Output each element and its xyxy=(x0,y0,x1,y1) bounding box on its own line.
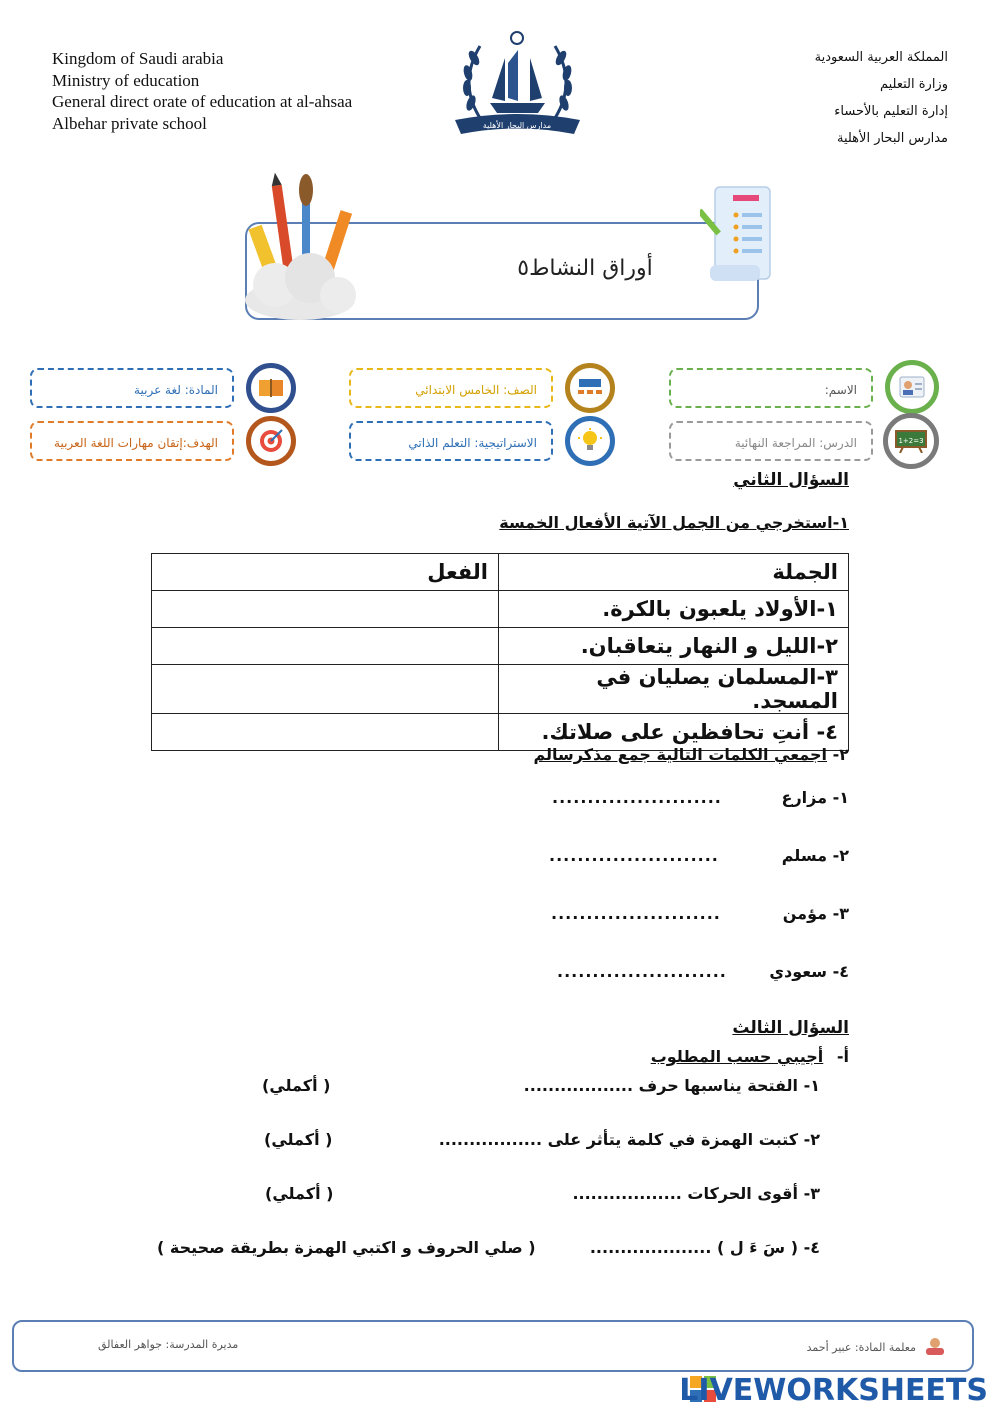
table-header-verb: الفعل xyxy=(152,554,499,591)
arabic-header-line: مدارس البحار الأهلية xyxy=(836,131,948,146)
q3-item-hint: ( أكملي) xyxy=(265,1184,334,1203)
classroom-icon xyxy=(565,363,615,413)
q3-item xyxy=(590,1238,820,1257)
q3-item-number: ٢- xyxy=(803,1130,820,1149)
verbs-table xyxy=(151,553,849,751)
stationery-cloud-icon xyxy=(240,170,360,320)
english-header-line: Ministry of education xyxy=(52,70,200,90)
q3-item-text[interactable]: الفتحة يناسبها حرف .................. xyxy=(523,1076,799,1095)
grade-field: الصف: الخامس الابتدائي xyxy=(349,368,553,408)
page-title: أوراق النشاط٥ xyxy=(517,256,653,281)
teacher-icon xyxy=(922,1337,948,1358)
q3-item-hint: ( أكملي) xyxy=(264,1130,333,1149)
verb-answer-cell[interactable] xyxy=(152,714,499,751)
student-icon xyxy=(885,360,939,414)
arabic-header-line: المملكة العربية السعودية xyxy=(814,50,948,65)
teacher-signature xyxy=(807,1337,948,1358)
q2-part2-number: ٢- xyxy=(832,745,849,764)
lightbulb-icon xyxy=(565,416,615,466)
q2-title: السؤال الثاني xyxy=(733,470,849,490)
q3-sub xyxy=(651,1047,849,1066)
answer-blank[interactable]: ........................ xyxy=(552,788,722,807)
q2-part1: ١-استخرجي من الجمل الآتية الأفعال الخمسة xyxy=(499,513,849,532)
target-icon xyxy=(246,416,296,466)
answer-blank[interactable]: ........................ xyxy=(551,904,721,923)
sentence-cell: ٤- أنتِ تحافظين على صلاتك. xyxy=(499,714,849,751)
verb-answer-cell[interactable] xyxy=(152,591,499,628)
lesson-field: الدرس: المراجعة النهائية xyxy=(669,421,873,461)
arabic-header-line: إدارة التعليم بالأحساء xyxy=(834,104,948,119)
q3-item-text[interactable]: كتبت الهمزة في كلمة يتأثر على ................. xyxy=(438,1130,799,1149)
verb-answer-cell[interactable] xyxy=(152,665,499,714)
teacher-name: معلمة المادة: عبير أحمد xyxy=(806,1341,916,1354)
english-header-line: Kingdom of Saudi arabia xyxy=(52,49,224,68)
checklist-icon xyxy=(700,185,775,285)
school-logo xyxy=(450,28,585,138)
verb-answer-cell[interactable] xyxy=(152,628,499,665)
sentence-cell: ١-الأولاد يلعبون بالكرة. xyxy=(499,591,849,628)
q3-item-hint: ( أكملي) xyxy=(262,1076,331,1095)
q2-part2-text: اجمعي الكلمات التالية جمع مذكرسالم xyxy=(533,745,828,764)
table-row xyxy=(152,665,849,714)
q3-item-text[interactable]: ( سَ ءَ ل ) .................... xyxy=(589,1238,799,1257)
goal-field: الهدف:إتقان مهارات اللغة العربية xyxy=(30,421,234,461)
arabic-header xyxy=(815,44,948,152)
table-header-sentence: الجملة xyxy=(499,554,849,591)
subject-field: المادة: لغة عربية xyxy=(30,368,234,408)
q3-item-number: ٤- xyxy=(803,1238,820,1257)
q3-title: السؤال الثالث xyxy=(732,1018,849,1038)
q3-item-text[interactable]: أقوى الحركات .................. xyxy=(572,1184,799,1203)
table-row xyxy=(152,628,849,665)
q3-sub-text: أجيبي حسب المطلوب xyxy=(650,1047,824,1066)
q3-item-number: ١- xyxy=(803,1076,820,1095)
sentence-cell: ٣-المسلمان يصليان في المسجد. xyxy=(499,665,849,714)
word-item: ٢- مسلم xyxy=(781,846,849,865)
strategy-field: الاستراتيجية: التعلم الذاتي xyxy=(349,421,553,461)
table-row xyxy=(152,591,849,628)
q3-sub-label: أ- xyxy=(836,1047,849,1066)
word-item: ١- مزارع xyxy=(781,788,849,807)
answer-blank[interactable]: ........................ xyxy=(549,846,719,865)
q3-item xyxy=(439,1130,820,1149)
liveworksheets-brand[interactable]: LIVEWORKSHEETS xyxy=(679,1373,988,1408)
chalkboard-icon xyxy=(883,413,939,469)
english-header xyxy=(52,48,352,134)
chalkboard-text: 1+2=3 xyxy=(898,437,924,445)
q2-part2 xyxy=(533,745,849,764)
word-item: ٣- مؤمن xyxy=(782,904,849,923)
sentence-cell: ٢-الليل و النهار يتعاقبان. xyxy=(499,628,849,665)
book-icon xyxy=(246,363,296,413)
word-item: ٤- سعودي xyxy=(769,962,849,981)
q3-item-number: ٣- xyxy=(803,1184,820,1203)
logo-banner-text: مدارس البحار الأهلية xyxy=(482,121,552,130)
principal-name: مديرة المدرسة: جواهر العفالق xyxy=(98,1338,239,1351)
q3-item-hint: ( صلي الحروف و اكتبي الهمزة بطريقة صحيحة ) xyxy=(157,1238,536,1257)
answer-blank[interactable]: ........................ xyxy=(557,962,727,981)
name-field[interactable]: الاسم: xyxy=(669,368,873,408)
q3-item xyxy=(572,1184,820,1203)
table-header-row xyxy=(152,554,849,591)
q3-item xyxy=(524,1076,820,1095)
english-header-line: Albehar private school xyxy=(52,113,207,133)
arabic-header-line: وزارة التعليم xyxy=(879,77,948,92)
english-header-line: General direct orate of education at al-ahsaa xyxy=(52,92,353,111)
